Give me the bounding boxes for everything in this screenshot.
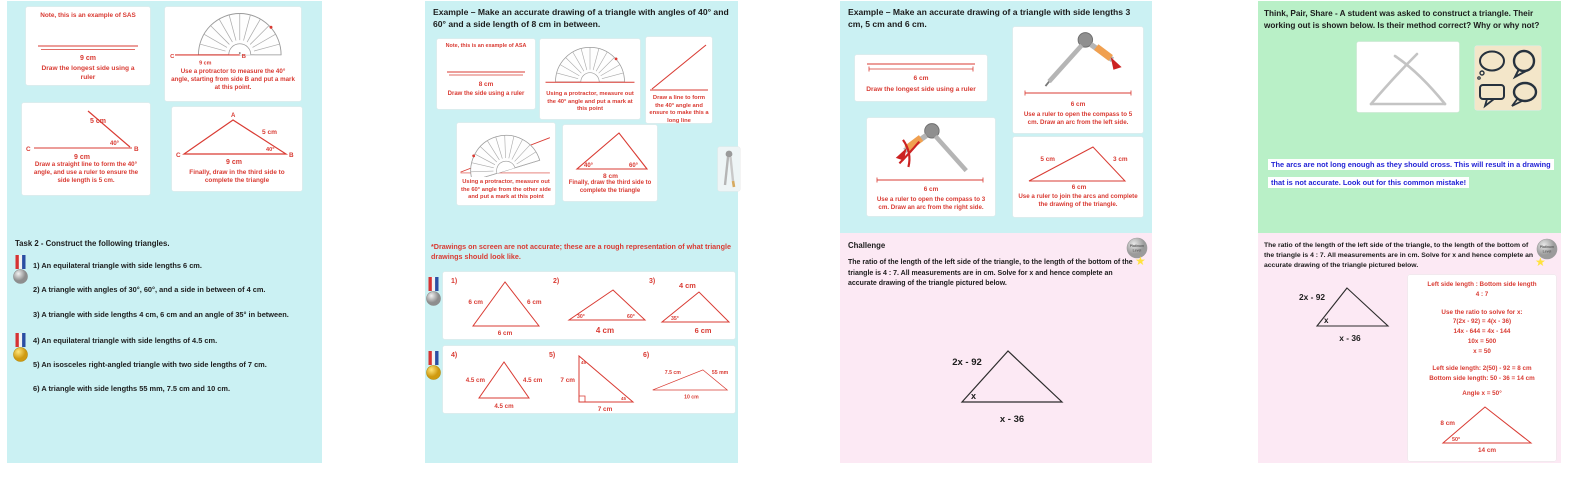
worked-solution-card [1408, 275, 1556, 461]
step-caption: Finally, draw in the third side to complete the triangle [189, 169, 285, 185]
step-caption: Using a protractor, measure out the 60° angle from the other side and put a mark at this point [461, 179, 551, 201]
drawing-3-label: 3) [649, 278, 656, 285]
work-left-side-result: Left side length: 2(50) - 92 = 8 cm [1432, 365, 1532, 373]
speech-bubbles-icon [1475, 46, 1541, 110]
vertex-b-label: B [134, 146, 139, 153]
drawings-card-2 [443, 346, 735, 413]
answer-highlight [1268, 154, 1558, 190]
step-caption: Use a protractor to measure the 40° angle, starting from side B and put a mark at this point. [171, 68, 295, 92]
compass-crossing-arcs-image [877, 120, 985, 176]
drawing-1-triangle [459, 276, 551, 336]
task-item-6: 6) A triangle with side lengths 55 mm, 7.5 cm and 10 cm. [33, 384, 231, 393]
triangle-image [567, 127, 653, 179]
vertex-c-label: C [176, 152, 181, 159]
work-equation-4: x = 50 [1473, 347, 1491, 355]
task-item-1: 1) An equilateral triangle with side lengths 6 cm. [33, 261, 202, 270]
platinum-level-badge [1534, 238, 1560, 266]
side-label: 6 cm [694, 326, 712, 335]
silver-medal-icon [12, 255, 29, 285]
task-item-2: 2) A triangle with angles of 30°, 60°, and a side in between of 4 cm. [33, 285, 266, 294]
protractor-image [168, 9, 298, 67]
star-icon: ★ [1135, 254, 1146, 265]
drawing-6-label: 6) [643, 352, 650, 359]
accuracy-note: *Drawings on screen are not accurate; these are a rough representation of what triangle drawings should look like. [431, 242, 731, 262]
drawing-5-triangle [555, 350, 641, 412]
side-length-label: 9 cm [226, 159, 242, 166]
side-label: 4.5 cm [494, 403, 514, 410]
side-label: 6 cm [497, 330, 513, 336]
measured-line-image [873, 176, 987, 186]
drawing-5-label: 5) [549, 352, 556, 359]
step-caption: Draw a straight line to form the 40° angle, and use a ruler to ensure the side length is 5 cm. [33, 161, 139, 185]
triangle-side-label: 2x - 92 [1298, 292, 1326, 302]
step-caption: Use a ruler to open the compass to 5 cm. Draw an arc from the left side. [1023, 111, 1133, 127]
side-5cm-label: 5 cm [90, 118, 106, 125]
work-angle-result: Angle x = 50° [1462, 389, 1502, 397]
vertex-b-label: B [289, 152, 294, 159]
task-title: Task 2 - Construct the following triangles. [15, 239, 170, 248]
side-label: 55 mm [711, 370, 729, 377]
step-caption: Draw a line to form the 40° angle and ensure to make this a long line [649, 95, 709, 124]
angle-label: 60° [627, 314, 635, 320]
drawing-3-triangle [657, 278, 733, 336]
task-item-5: 5) An isosceles right-angled triangle with two side lengths of 7 cm. [33, 360, 267, 369]
vertex-c-label: C [170, 53, 175, 60]
work-equation-3: 10x = 500 [1467, 337, 1497, 345]
step-caption: Draw the side using a ruler [447, 91, 525, 97]
vertex-b-label: B [241, 53, 246, 60]
step-card-protractor-40 [540, 39, 640, 119]
triangle-bottom-label: x - 36 [999, 414, 1025, 425]
angle-label: 40° [266, 147, 275, 153]
side-label: 8 cm [1440, 419, 1455, 427]
gold-medal-icon [425, 351, 442, 381]
work-equation-2: 14x - 644 = 4x - 144 [1453, 328, 1511, 335]
side-label: 3 cm [1113, 156, 1128, 163]
side-label: 4.5 cm [465, 377, 485, 384]
side-length-label: 8 cm [603, 173, 619, 179]
step-card-compass-5cm [1013, 27, 1143, 133]
measured-line-image [1021, 89, 1135, 99]
protractor-image [459, 125, 553, 177]
drawings-card-1 [443, 272, 735, 339]
triangle-image [176, 110, 298, 166]
step-card-compass-3cm [867, 118, 995, 216]
step-card-complete-triangle [563, 125, 657, 201]
step-caption: Use a ruler to join the arcs and complete the drawing of the triangle. [1018, 193, 1138, 209]
challenge-text: The ratio of the length of the left side of the triangle, to the length of the bottom of the triangle is 4 : 7. All measurements are in cm. Solve for x and hence complete an accurate drawing of the triangle pictured below. [848, 259, 1133, 287]
work-solve-heading: Use the ratio to solve for x: [1441, 308, 1523, 316]
badge-line-2: Level [1132, 248, 1142, 253]
angle-label: 50° [1452, 436, 1461, 443]
badge-line-1: Platinum [1129, 244, 1145, 248]
drawing-2-triangle [561, 282, 649, 336]
slide-asa-example[interactable] [425, 1, 738, 463]
side-length-label: 6 cm [1070, 101, 1086, 108]
triangle-sketch-image [1357, 42, 1459, 112]
drawing-1-label: 1) [451, 278, 458, 285]
side-5cm-label: 5 cm [262, 129, 278, 136]
side-label: 7 cm [597, 406, 613, 412]
angle-label: 40° [110, 141, 120, 147]
step-card-draw-side [855, 55, 987, 101]
angle-label: 30° [577, 314, 585, 320]
step-card-complete-triangle [172, 107, 302, 191]
side-length-label: 9 cm [74, 154, 90, 161]
badge-line-1: Platinum [1539, 245, 1555, 249]
step-card-protractor [165, 7, 301, 101]
ruler-line-image [863, 61, 979, 73]
slide-title: Example – Make an accurate drawing of a triangle with angles of 40° and 60° and a side length of 8 cm in between. [433, 7, 729, 30]
step-note: Note, this is an example of ASA [445, 43, 527, 49]
star-icon: ★ [1535, 255, 1546, 266]
vertex-c-label: C [26, 146, 31, 153]
side-length-label: 8 cm [478, 81, 494, 88]
ruler-line-image [445, 69, 527, 78]
side-label: 7 cm [560, 377, 575, 384]
side-length-label: 9 cm [80, 55, 96, 62]
work-ratio-heading: Left side length : Bottom side length [1427, 281, 1537, 288]
side-label: 6 cm [468, 299, 483, 306]
angle-label: 45 [621, 396, 626, 401]
angle-60-label: 60° [629, 163, 639, 169]
challenge-triangle-image [935, 341, 1075, 431]
step-caption: Finally, draw the third side to complete the triangle [568, 180, 652, 194]
angle-line-image [26, 107, 146, 161]
drawing-4-triangle [457, 352, 551, 410]
triangle-image [1021, 141, 1135, 189]
compass-icon [718, 147, 740, 191]
angle-line-image [648, 41, 710, 93]
step-card-complete-triangle [1013, 137, 1143, 217]
side-length-label: 9 cm [199, 60, 212, 67]
step-card-protractor-60 [457, 123, 555, 205]
task-item-3: 3) A triangle with side lengths 4 cm, 6 cm and an angle of 35° in between. [33, 310, 289, 319]
slide-sas-example[interactable] [7, 1, 322, 463]
triangle-bottom-label: x - 36 [1339, 333, 1361, 343]
slide-title: Example – Make an accurate drawing of a triangle with side lengths 3 cm, 5 cm and 6 cm. [848, 7, 1131, 30]
triangle-side-label: 2x - 92 [952, 357, 982, 368]
side-label: 14 cm [1477, 446, 1497, 453]
answer-text: The arcs are not long enough as they should cross. This will result in a drawing that is not accurate. Look out for this common mistake! [1268, 159, 1554, 188]
compass-thumbnail [718, 147, 740, 191]
side-label: 4 cm [595, 326, 615, 335]
solution-triangle-image [1419, 401, 1545, 453]
drawing-2-label: 2) [553, 278, 560, 285]
challenge-title: Challenge [848, 241, 886, 250]
compass-image [1029, 29, 1129, 87]
step-card-draw-side [26, 7, 150, 85]
protractor-image [544, 42, 636, 88]
side-label: 10 cm [684, 394, 699, 401]
side-label: 4 cm [679, 281, 696, 290]
vertex-a-label: A [231, 113, 236, 119]
slide-sss-example-challenge[interactable] [840, 1, 1152, 463]
slide-think-pair-share[interactable] [1258, 1, 1561, 463]
drawing-6-triangle [647, 356, 733, 406]
triangle-angle-label: x [971, 391, 977, 401]
triangle-angle-label: x [1324, 316, 1329, 325]
angle-label: 45 [581, 360, 586, 365]
work-equation-1: 7(2x - 92) = 4(x - 36) [1452, 318, 1512, 326]
step-caption: Using a protractor, measure out the 40° angle and put a mark at this point [546, 91, 634, 113]
side-label: 4.5 cm [523, 377, 543, 384]
step-caption: Use a ruler to open the compass to 3 cm. Draw an arc from the right side. [876, 196, 986, 212]
drawing-4-label: 4) [451, 352, 458, 359]
side-length-label: 6 cm [913, 75, 929, 82]
slide-title: Think, Pair, Share - A student was asked to construct a triangle. Their working out is shown below. Is their method correct? Why or why not? [1264, 9, 1540, 30]
step-card-draw-angle [22, 103, 150, 195]
silver-medal-icon [425, 277, 442, 307]
ratio-problem-text: The ratio of the length of the left side of the triangle, to the length of the bottom of the triangle is 4 : 7. All measurements are in cm. Solve for x and hence complete an accurate drawing of the triangle pictured below. [1264, 242, 1534, 270]
task-item-4: 4) An equilateral triangle with side lengths of 4.5 cm. [33, 336, 218, 345]
step-note: Note, this is an example of SAS [40, 12, 136, 19]
student-working-card [1357, 42, 1459, 112]
work-bottom-side-result: Bottom side length: 50 - 36 = 14 cm [1429, 375, 1535, 382]
side-label: 5 cm [1040, 156, 1055, 163]
side-label: 6 cm [527, 299, 542, 306]
side-label: 7.5 cm [664, 370, 681, 377]
step-card-draw-side [437, 39, 535, 109]
step-caption: Draw the longest side using a ruler [41, 65, 135, 81]
side-length-label: 6 cm [923, 186, 939, 193]
step-card-draw-angle-line [646, 37, 712, 123]
work-ratio-value: 4 : 7 [1475, 290, 1489, 298]
angle-40-label: 40° [584, 163, 594, 169]
badge-line-2: Level [1542, 249, 1552, 254]
problem-triangle-image [1286, 281, 1404, 347]
discussion-card [1475, 46, 1541, 110]
step-caption: Draw the longest side using a ruler [866, 86, 976, 93]
ruler-line-image [36, 43, 140, 53]
side-label: 6 cm [1071, 184, 1087, 189]
angle-label: 35° [671, 316, 679, 322]
gold-medal-icon [12, 333, 29, 363]
